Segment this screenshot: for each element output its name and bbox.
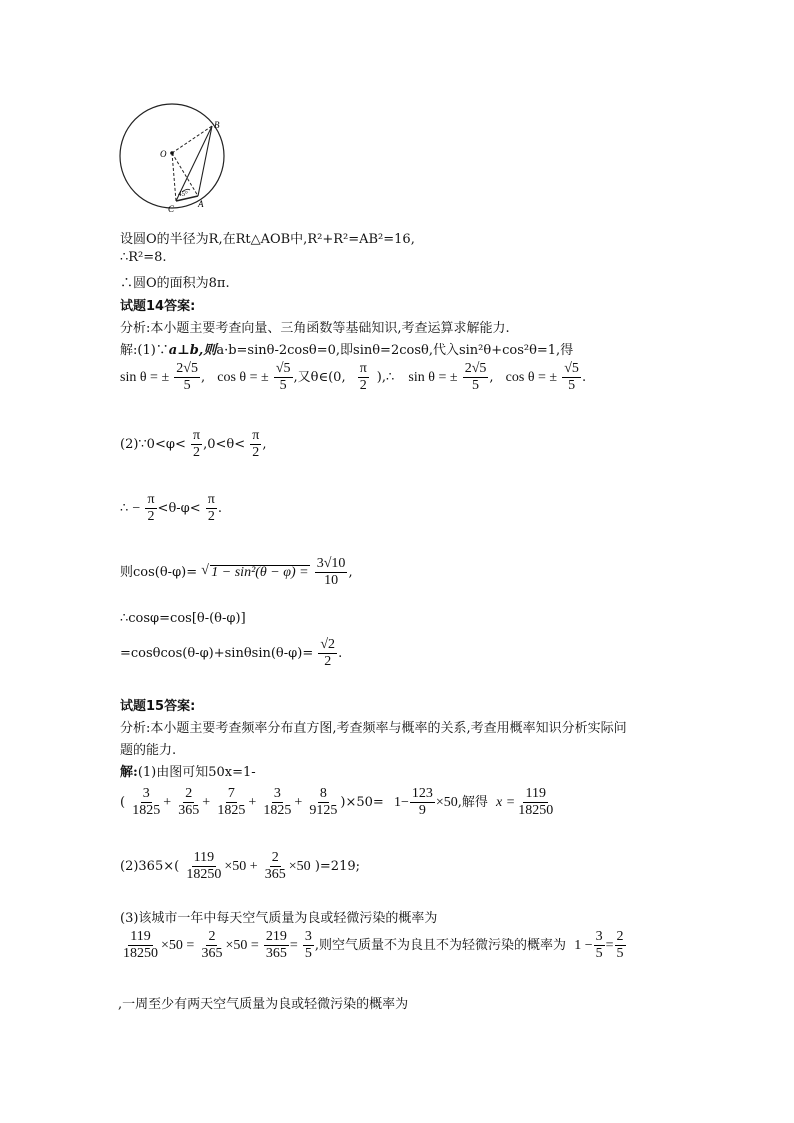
- period: .: [217, 501, 223, 517]
- frac-num: π: [191, 428, 202, 445]
- comma: ,: [348, 565, 353, 581]
- frac-num: 3: [303, 929, 314, 946]
- frac-num: π: [358, 361, 369, 378]
- p15-eq3: $\frac{119}{18250}$ ×50 = $\frac{2}{365}$ ×50 = $\frac{219}{365}$ = $\frac{3}{5}$ ,则空气质量不为良且不为轻微污染的概率为 1 − $\frac{3}{5}$ = $\frac{2}{5}$: [123, 929, 624, 962]
- frac-num: 2: [615, 929, 626, 946]
- frac-num: 3: [594, 929, 605, 946]
- cos-prefix: 则cos(θ-φ)=: [120, 565, 198, 581]
- one-minus: 1−: [393, 795, 409, 811]
- period: .: [338, 646, 343, 662]
- frac-num: π: [206, 492, 217, 509]
- frac-sqrt5-over-5: [274, 361, 293, 394]
- final-prefix: =cosθcos(θ-φ)+sinθsin(θ-φ)=: [120, 646, 314, 662]
- comma: ,: [262, 437, 267, 453]
- frac-den: 18250: [518, 803, 554, 819]
- frac-den: 5: [616, 946, 624, 962]
- segment-ab: [198, 126, 212, 196]
- frac-3-5-b: [594, 929, 605, 962]
- sin-theta-eq: sin θ = ±: [120, 370, 170, 386]
- p15-analysis-2: 题的能力.: [120, 743, 177, 758]
- part2-end: )=219;: [314, 859, 360, 875]
- frac-num: √5: [562, 361, 581, 378]
- frac-den: 5: [595, 946, 603, 962]
- paren-open: (: [120, 795, 126, 811]
- frac-den: 365: [201, 946, 223, 962]
- frac-pi-over-2: [206, 492, 217, 525]
- frac-2sqrt5-over-5: [174, 361, 200, 394]
- part2-prefix: (2)365×(: [120, 859, 180, 875]
- cos-theta-eq-2: cos θ = ±: [505, 370, 558, 386]
- part3-mid: ,则空气质量不为良且不为轻微污染的概率为: [314, 938, 567, 954]
- times-50: )×50=: [340, 795, 384, 811]
- sol-label: 解:: [120, 765, 138, 780]
- period: .: [581, 370, 587, 386]
- frac-num: 119: [128, 929, 152, 946]
- p14-sol-prefix: 解:(1)∵: [120, 343, 169, 358]
- label-angle: 45°: [178, 190, 188, 198]
- frac-8-9125: [307, 786, 339, 819]
- frac-num: 3: [141, 786, 152, 803]
- label-c: C: [168, 204, 175, 214]
- frac-119-18250: [184, 850, 223, 883]
- p14-range: [120, 492, 222, 525]
- frac-num: 219: [264, 929, 289, 946]
- frac-sqrt2-over-2: [318, 637, 337, 670]
- p14-sol-rest: a·b=sinθ-2cosθ=0,即sinθ=2cosθ,代入sin²θ+cos²θ=1,得: [216, 343, 574, 358]
- frac-den: 2: [147, 509, 155, 525]
- frac-num: 123: [410, 786, 435, 803]
- part2-prefix: (2)∵0<φ<: [120, 437, 186, 453]
- frac-num: 8: [318, 786, 329, 803]
- p14-eq-row1: [120, 361, 586, 394]
- label-b: B: [214, 120, 220, 130]
- p15-analysis-1: 分析:本小题主要考查频率分布直方图,考查频率与概率的关系,考查用概率知识分析实际问: [120, 721, 627, 736]
- radical-icon: √: [201, 563, 209, 579]
- p15-title: 试题15答案:: [120, 699, 196, 714]
- p15-part3: (3)该城市一年中每天空气质量为良或轻微污染的概率为: [120, 911, 438, 926]
- frac-den: 365: [265, 946, 287, 962]
- frac-119-18250: [516, 786, 555, 819]
- frac-2-365: [199, 929, 224, 962]
- frac-den: 18250: [186, 867, 222, 883]
- p15-part2: [120, 850, 360, 883]
- p13-line3: ∴圆O的面积为8π.: [120, 276, 230, 291]
- circle-figure: [112, 100, 240, 218]
- frac-119-18250: [121, 929, 160, 962]
- p13-line1: 设圆O的半径为R,在Rt△AOB中,R²+R²=AB²=16,: [120, 232, 415, 247]
- frac-pi-over-2: [145, 492, 156, 525]
- frac-num: 2√5: [174, 361, 200, 378]
- label-o: O: [160, 149, 167, 159]
- x50: ×50: [288, 859, 311, 875]
- frac-pi-over-2: [250, 428, 261, 461]
- center-point: [170, 151, 174, 155]
- x-eq: x =: [496, 795, 516, 811]
- p14-analysis: 分析:本小题主要考查向量、三角函数等基础知识,考查运算求解能力.: [120, 321, 510, 336]
- frac-3-5: [303, 929, 314, 962]
- segment-oc: [172, 153, 176, 201]
- frac-num: 2: [183, 786, 194, 803]
- frac-den: 2: [324, 654, 332, 670]
- frac-3sqrt10-over-10: [315, 556, 348, 589]
- p14-cos-diff: [120, 556, 353, 589]
- frac-num: 119: [523, 786, 547, 803]
- p14-sol-perp: a⊥b,则: [168, 343, 217, 358]
- frac-123-9: [410, 786, 435, 819]
- frac-num: √2: [318, 637, 337, 654]
- frac-num: 119: [192, 850, 216, 867]
- frac-219-365: [264, 929, 289, 962]
- label-a: A: [198, 199, 204, 209]
- p14-part2: [120, 428, 266, 461]
- frac-num: √5: [274, 361, 293, 378]
- frac-3-1825: [130, 786, 162, 819]
- comma: ,: [489, 370, 494, 386]
- frac-3-1825-b: [261, 786, 293, 819]
- theta-range-text: ,又θ∈(0,: [293, 370, 346, 386]
- frac-num: 2: [270, 850, 281, 867]
- frac-den: 1825: [217, 803, 246, 819]
- frac-num: π: [250, 428, 261, 445]
- solve-text: ,解得: [457, 795, 488, 811]
- frac-den: 9: [418, 803, 426, 819]
- therefore-text: ),∴: [376, 370, 395, 386]
- frac-den: 5: [304, 946, 312, 962]
- p13-line2: ∴R²=8.: [120, 250, 167, 265]
- frac-2-365: [263, 850, 288, 883]
- frac-den: 5: [472, 378, 480, 394]
- frac-den: 1825: [263, 803, 292, 819]
- frac-den: 18250: [123, 946, 158, 962]
- cos-theta-eq: cos θ = ±: [217, 370, 269, 386]
- sol1-text: (1)由图可知50x=1-: [137, 765, 256, 780]
- therefore: ∴: [120, 501, 129, 517]
- p14-final: [120, 637, 342, 670]
- frac-pi-over-2: [191, 428, 202, 461]
- frac-den: 5: [183, 378, 191, 394]
- frac-7-1825: [215, 786, 247, 819]
- frac-num: π: [145, 492, 156, 509]
- frac-num: 3√10: [315, 556, 348, 573]
- p14-cosphi: ∴cosφ=cos[θ-(θ-φ)]: [120, 611, 246, 626]
- frac-den: 5: [568, 378, 576, 394]
- sin-theta-eq-2: sin θ = ±: [408, 370, 458, 386]
- frac-num: 2√5: [463, 361, 489, 378]
- frac-den: 9125: [309, 803, 338, 819]
- minus: −: [132, 501, 141, 517]
- frac-den: 2: [207, 509, 215, 525]
- frac-den: 2: [252, 445, 260, 461]
- frac-2-5: [615, 929, 626, 962]
- frac-pi-over-2: [358, 361, 369, 394]
- frac-den: 2: [193, 445, 201, 461]
- frac-den: 365: [178, 803, 200, 819]
- p14-solution-line: [120, 339, 573, 358]
- frac-num: 3: [272, 786, 283, 803]
- frac-den: 2: [359, 378, 367, 394]
- x50-plus: ×50 +: [224, 859, 258, 875]
- comma: ,: [200, 370, 206, 386]
- part2-mid: ,0<θ<: [203, 437, 246, 453]
- frac-den: 10: [324, 573, 339, 589]
- p15-eq1: ( $\frac{3}{1825}$ + $\frac{2}{365}$ + $\frac{7}{1825}$ + $\frac{3}{1825}$ + $\frac{8}{9125}$ )×50= 1− $\frac{123}{9}$ ×50,解得 x = $\frac{119}{18250}$: [120, 786, 554, 819]
- range-mid: <θ-φ<: [157, 501, 201, 517]
- frac-num: 7: [226, 786, 237, 803]
- p15-last: ,一周至少有两天空气质量为良或轻微污染的概率为: [118, 997, 409, 1012]
- sqrt-body: 1 − sin²(θ − φ) =: [211, 565, 309, 581]
- frac-2sqrt5-over-5-b: [463, 361, 489, 394]
- frac-den: 365: [264, 867, 286, 883]
- p14-title: 试题14答案:: [120, 299, 196, 314]
- frac-den: 5: [279, 378, 287, 394]
- x50: ×50: [435, 795, 458, 811]
- p15-sol-line: [120, 761, 256, 780]
- frac-2-365: [176, 786, 201, 819]
- sqrt-expression: [201, 565, 309, 581]
- frac-den: 1825: [132, 803, 161, 819]
- frac-num: 2: [206, 929, 217, 946]
- frac-sqrt5-over-5-b: [562, 361, 581, 394]
